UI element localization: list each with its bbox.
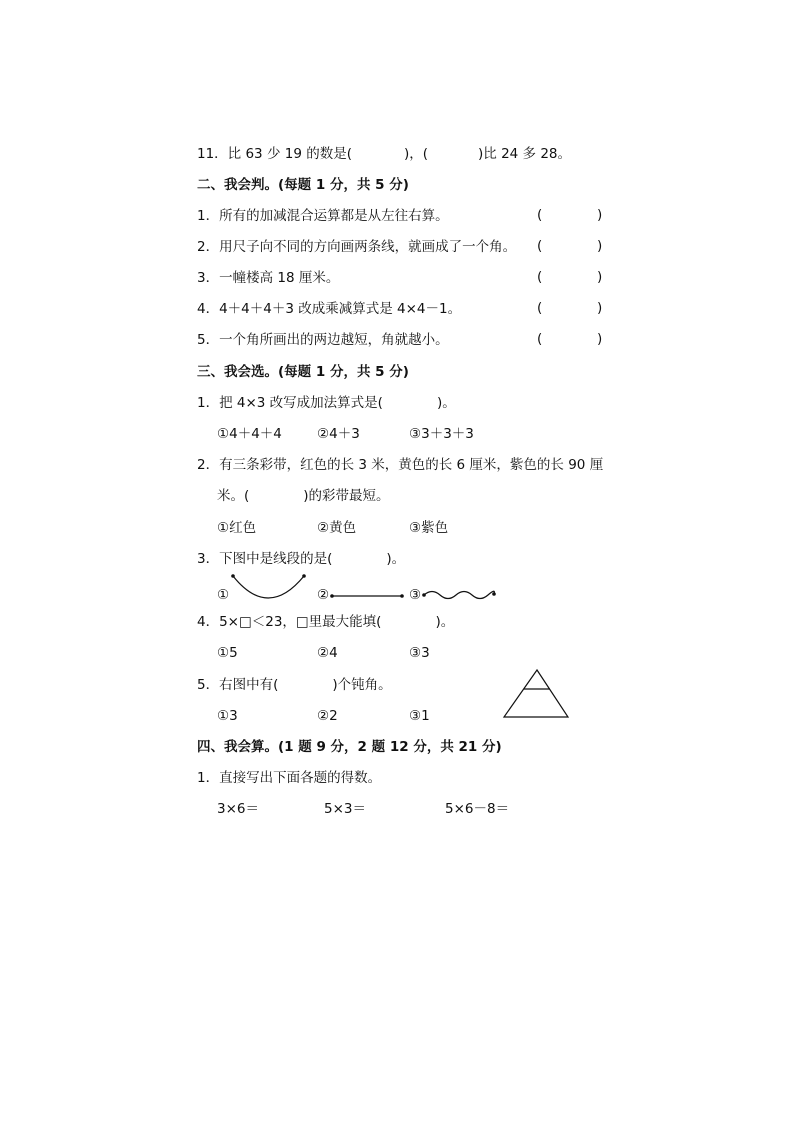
q11-suffix: )比 24 多 28。 bbox=[478, 146, 572, 162]
choice-q5-prefix: 5．右图中有( bbox=[197, 677, 279, 693]
choice-q3-option-2[interactable]: ② bbox=[317, 587, 330, 603]
line-segment-figure bbox=[330, 590, 406, 602]
judge-item-3-open-paren[interactable]: ( bbox=[537, 269, 543, 285]
arc-figure bbox=[230, 572, 310, 602]
choice-q1-option-3[interactable]: ③3＋3＋3 bbox=[409, 426, 474, 442]
choice-q5-option-2[interactable]: ②2 bbox=[317, 708, 338, 724]
calc-expr-2: 5×3＝ bbox=[324, 801, 366, 817]
choice-q2-line2-suffix: )的彩带最短。 bbox=[303, 488, 390, 504]
choice-q4 bbox=[197, 613, 454, 631]
choice-q1-suffix: )。 bbox=[436, 395, 456, 411]
choice-q3-option-1[interactable]: ① bbox=[217, 587, 230, 603]
choice-q5-option-3[interactable]: ③1 bbox=[409, 708, 430, 724]
choice-q1 bbox=[197, 394, 456, 412]
section-3-heading: 三、我会选。(每题 1 分，共 5 分) bbox=[197, 364, 409, 380]
choice-q2-option-1[interactable]: ①红色 bbox=[217, 520, 257, 536]
choice-q5-option-1[interactable]: ①3 bbox=[217, 708, 238, 724]
judge-item-5-open-paren[interactable]: ( bbox=[537, 331, 543, 347]
choice-q2-line-2 bbox=[217, 487, 390, 505]
choice-q3-prefix: 3．下图中是线段的是( bbox=[197, 551, 333, 567]
choice-q2-line2-prefix: 米。( bbox=[217, 488, 250, 504]
wavy-line-figure bbox=[422, 586, 498, 604]
judge-item-4-close-paren[interactable]: ) bbox=[597, 300, 603, 316]
judge-item-4-text: 4．4＋4＋4＋3 改成乘减算式是 4×4－1。 bbox=[197, 301, 462, 317]
judge-item-1-text: 1．所有的加减混合运算都是从左往右算。 bbox=[197, 208, 449, 224]
judge-item-2-text: 2．用尺子向不同的方向画两条线，就画成了一个角。 bbox=[197, 239, 517, 255]
question-11 bbox=[197, 145, 571, 163]
choice-q1-option-2[interactable]: ②4＋3 bbox=[317, 426, 360, 442]
judge-item-3-text: 3．一幢楼高 18 厘米。 bbox=[197, 270, 340, 286]
judge-item-4-open-paren[interactable]: ( bbox=[537, 300, 543, 316]
calc-expr-3: 5×6－8＝ bbox=[445, 801, 510, 817]
section-2-heading: 二、我会判。(每题 1 分，共 5 分) bbox=[197, 177, 409, 193]
judge-item-1-close-paren[interactable]: ) bbox=[597, 207, 603, 223]
choice-q4-option-3[interactable]: ③3 bbox=[409, 645, 430, 661]
choice-q4-suffix: )。 bbox=[435, 614, 455, 630]
calc-expr-1: 3×6＝ bbox=[217, 801, 259, 817]
judge-item-3-close-paren[interactable]: ) bbox=[597, 269, 603, 285]
judge-item-2-close-paren[interactable]: ) bbox=[597, 238, 603, 254]
section-4-heading: 四、我会算。(1 题 9 分，2 题 12 分，共 21 分) bbox=[197, 739, 502, 755]
judge-item-1-open-paren[interactable]: ( bbox=[537, 207, 543, 223]
q11-mid: )，( bbox=[403, 146, 429, 162]
choice-q2-option-3[interactable]: ③紫色 bbox=[409, 520, 449, 536]
triangle-figure bbox=[502, 668, 572, 720]
judge-item-5-text: 5．一个角所画出的两边越短，角就越小。 bbox=[197, 332, 449, 348]
judge-item-5-close-paren[interactable]: ) bbox=[597, 331, 603, 347]
choice-q2-option-2[interactable]: ②黄色 bbox=[317, 520, 357, 536]
choice-q5-suffix: )个钝角。 bbox=[332, 677, 392, 693]
choice-q3-option-3[interactable]: ③ bbox=[409, 587, 422, 603]
choice-q4-option-1[interactable]: ①5 bbox=[217, 645, 238, 661]
choice-q1-prefix: 1．把 4×3 改写成加法算式是( bbox=[197, 395, 383, 411]
q11-prefix: 11．比 63 少 19 的数是( bbox=[197, 146, 352, 162]
choice-q2-line-1: 2．有三条彩带，红色的长 3 米，黄色的长 6 厘米，紫色的长 90 厘 bbox=[197, 457, 604, 473]
calc-q1-title: 1．直接写出下面各题的得数。 bbox=[197, 770, 382, 786]
choice-q5 bbox=[197, 676, 392, 694]
choice-q4-option-2[interactable]: ②4 bbox=[317, 645, 338, 661]
choice-q3 bbox=[197, 550, 405, 568]
choice-q1-option-1[interactable]: ①4＋4＋4 bbox=[217, 426, 282, 442]
choice-q4-prefix: 4．5×□＜23，□里最大能填( bbox=[197, 614, 382, 630]
judge-item-2-open-paren[interactable]: ( bbox=[537, 238, 543, 254]
choice-q3-suffix: )。 bbox=[386, 551, 406, 567]
